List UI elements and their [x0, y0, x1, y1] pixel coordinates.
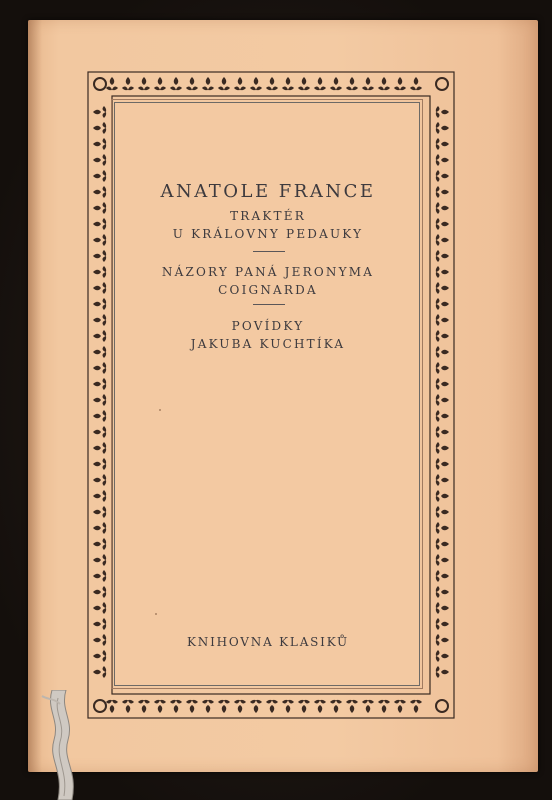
- fleuron-ornament: [93, 474, 106, 486]
- fleuron-ornament: [93, 426, 106, 438]
- book-cover: [28, 20, 538, 772]
- title-3-line-1: POVÍDKY: [231, 319, 305, 333]
- fleuron-ornament: [250, 77, 262, 90]
- fleuron-ornament: [93, 618, 106, 630]
- fleuron-ornament: [362, 700, 374, 713]
- fleuron-ornament: [93, 330, 106, 342]
- fleuron-ornament: [436, 442, 449, 454]
- fleuron-ornament: [330, 77, 342, 90]
- fleuron-ornament: [436, 330, 449, 342]
- fleuron-ornament: [93, 298, 106, 310]
- title-separator: [253, 304, 285, 305]
- fleuron-ornament: [234, 77, 246, 90]
- fleuron-ornament: [436, 426, 449, 438]
- fleuron-ornament: [436, 474, 449, 486]
- corner-ornament: [436, 700, 448, 712]
- fleuron-ornament: [186, 77, 198, 90]
- fleuron-ornament: [436, 506, 449, 518]
- corner-ornament: [94, 700, 106, 712]
- fleuron-ornament: [436, 250, 449, 262]
- fleuron-ornament: [93, 490, 106, 502]
- paper-speck: [155, 613, 157, 615]
- fleuron-ornament: [394, 700, 406, 713]
- fleuron-ornament: [314, 77, 326, 90]
- fleuron-ornament: [106, 700, 118, 713]
- spine-shadow: [28, 20, 42, 772]
- fleuron-ornament: [186, 700, 198, 713]
- fleuron-ornament: [154, 700, 166, 713]
- fleuron-ornament: [436, 314, 449, 326]
- fleuron-ornament: [93, 378, 106, 390]
- fleuron-ornament: [436, 458, 449, 470]
- fleuron-ornament: [314, 700, 326, 713]
- fleuron-ornament: [93, 538, 106, 550]
- fleuron-ornament: [93, 314, 106, 326]
- fleuron-ornament: [93, 250, 106, 262]
- corner-ornament: [436, 78, 448, 90]
- fleuron-ornament: [436, 170, 449, 182]
- title-1-line-2: U KRÁLOVNY PEDAUKY: [172, 227, 364, 241]
- fleuron-ornament: [93, 218, 106, 230]
- fleuron-ornament: [218, 700, 230, 713]
- fleuron-ornament: [436, 282, 449, 294]
- fleuron-ornament: [234, 700, 246, 713]
- fleuron-ornament: [93, 554, 106, 566]
- fleuron-ornament: [154, 77, 166, 90]
- fleuron-ornament: [93, 394, 106, 406]
- fleuron-ornament: [170, 77, 182, 90]
- fleuron-ornament: [436, 602, 449, 614]
- fleuron-ornament: [93, 650, 106, 662]
- title-2-line-2: COIGNARDA: [218, 283, 318, 297]
- fleuron-ornament: [93, 458, 106, 470]
- title-2: [115, 263, 421, 299]
- fleuron-ornament: [298, 700, 310, 713]
- fleuron-ornament: [362, 77, 374, 90]
- title-3-line-2: JAKUBA KUCHTÍKA: [190, 337, 346, 351]
- fleuron-ornament: [93, 570, 106, 582]
- fleuron-ornament: [436, 522, 449, 534]
- fleuron-ornament: [436, 666, 449, 678]
- fleuron-ornament: [394, 77, 406, 90]
- fleuron-ornament: [202, 700, 214, 713]
- fleuron-ornament: [93, 410, 106, 422]
- fleuron-ornament: [93, 586, 106, 598]
- author-name: ANATOLE FRANCE: [160, 181, 376, 202]
- fleuron-ornament: [138, 77, 150, 90]
- fleuron-ornament: [436, 538, 449, 550]
- title-panel: [114, 102, 420, 686]
- fleuron-ornament: [436, 634, 449, 646]
- fleuron-ornament: [436, 570, 449, 582]
- bookmark-ribbon: [38, 690, 90, 800]
- fleuron-ornament: [436, 586, 449, 598]
- fleuron-ornament: [93, 282, 106, 294]
- corner-ornament: [94, 78, 106, 90]
- fleuron-ornament: [378, 77, 390, 90]
- fleuron-ornament: [282, 700, 294, 713]
- fleuron-ornament: [330, 700, 342, 713]
- fleuron-ornament: [250, 700, 262, 713]
- fleuron-ornament: [436, 186, 449, 198]
- fleuron-ornament: [346, 77, 358, 90]
- fleuron-ornament: [93, 602, 106, 614]
- fleuron-ornament: [93, 154, 106, 166]
- fleuron-ornament: [436, 362, 449, 374]
- fleuron-ornament: [266, 700, 278, 713]
- fleuron-ornament: [436, 618, 449, 630]
- fleuron-ornament: [436, 138, 449, 150]
- fleuron-ornament: [436, 218, 449, 230]
- title-separator: [253, 251, 285, 252]
- paper-speck: [159, 409, 161, 411]
- fleuron-ornament: [436, 490, 449, 502]
- fleuron-ornament: [436, 122, 449, 134]
- fleuron-ornament: [93, 442, 106, 454]
- fleuron-ornament: [436, 346, 449, 358]
- title-1-line-1: TRAKTÉR: [230, 209, 306, 223]
- fleuron-ornament: [93, 522, 106, 534]
- fleuron-ornament: [170, 700, 182, 713]
- fleuron-ornament: [93, 362, 106, 374]
- fleuron-ornament: [93, 106, 106, 118]
- fleuron-ornament: [298, 77, 310, 90]
- fleuron-ornament: [436, 154, 449, 166]
- fleuron-ornament: [378, 700, 390, 713]
- fleuron-ornament: [436, 106, 449, 118]
- title-1: [115, 207, 421, 243]
- fleuron-ornament: [93, 186, 106, 198]
- fleuron-ornament: [93, 170, 106, 182]
- fleuron-ornament: [138, 700, 150, 713]
- fleuron-ornament: [346, 700, 358, 713]
- fleuron-ornament: [436, 650, 449, 662]
- fleuron-ornament: [122, 77, 134, 90]
- fleuron-ornament: [436, 266, 449, 278]
- fleuron-ornament: [93, 346, 106, 358]
- fleuron-ornament: [436, 298, 449, 310]
- fleuron-ornament: [93, 138, 106, 150]
- fleuron-ornament: [93, 266, 106, 278]
- series-name: KNIHOVNA KLASIKŮ: [187, 635, 349, 649]
- fleuron-ornament: [436, 394, 449, 406]
- fleuron-ornament: [93, 506, 106, 518]
- fleuron-ornament: [410, 700, 422, 713]
- fleuron-ornament: [93, 634, 106, 646]
- fleuron-ornament: [218, 77, 230, 90]
- fleuron-ornament: [122, 700, 134, 713]
- fleuron-ornament: [106, 77, 118, 90]
- title-3: [115, 317, 421, 353]
- fleuron-ornament: [436, 234, 449, 246]
- fleuron-ornament: [282, 77, 294, 90]
- fleuron-ornament: [436, 378, 449, 390]
- fleuron-ornament: [266, 77, 278, 90]
- fleuron-ornament: [93, 202, 106, 214]
- fleuron-ornament: [436, 554, 449, 566]
- fleuron-ornament: [202, 77, 214, 90]
- fleuron-ornament: [93, 122, 106, 134]
- title-2-line-1: NÁZORY PANÁ JERONYMA: [161, 265, 375, 279]
- fleuron-ornament: [436, 410, 449, 422]
- fleuron-ornament: [436, 202, 449, 214]
- fleuron-ornament: [93, 234, 106, 246]
- fleuron-ornament: [410, 77, 422, 90]
- fleuron-ornament: [93, 666, 106, 678]
